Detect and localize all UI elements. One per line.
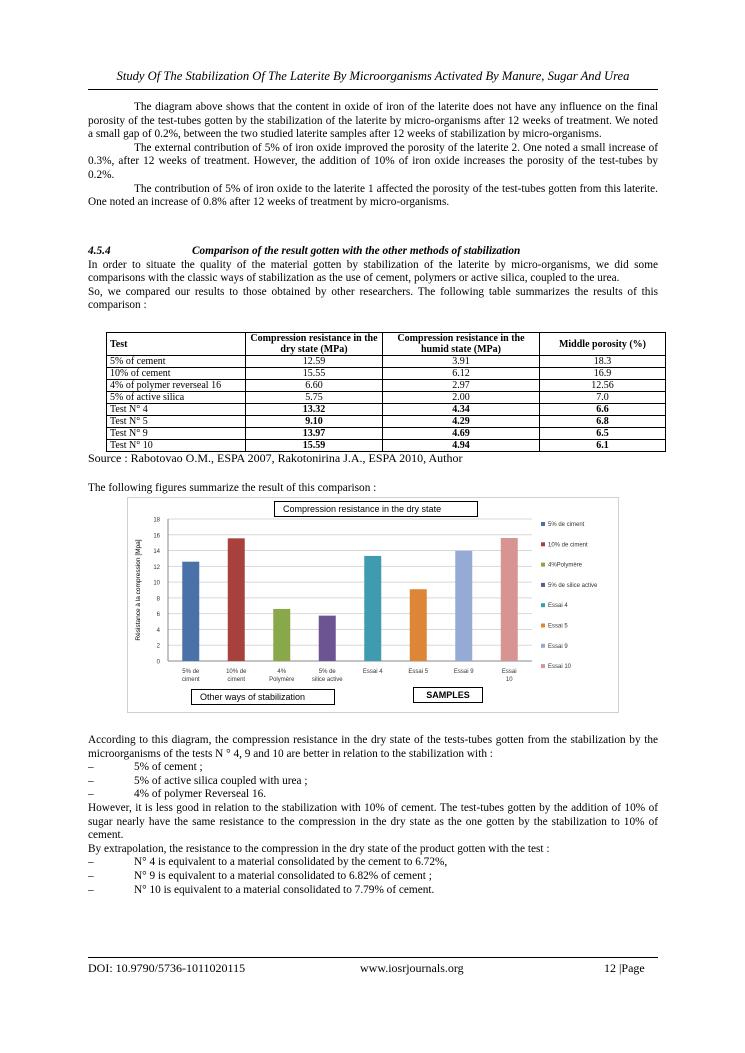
x-tick-label: ciment: [181, 677, 200, 683]
table-cell: 4.69: [383, 428, 540, 440]
table-cell: 6.1: [540, 440, 666, 452]
legend-label: Essai 4: [548, 603, 568, 610]
comparison-table: [106, 332, 666, 452]
footer-page: 12 |Page: [604, 961, 645, 975]
legend-label: Essai 9: [548, 643, 568, 650]
y-tick-label: 16: [153, 533, 160, 540]
dash-bullet: –: [88, 883, 94, 896]
chart-title: Compression resistance in the dry state: [274, 501, 478, 517]
y-tick-label: 10: [153, 580, 160, 587]
table-cell: 6.5: [540, 428, 666, 440]
y-axis-label: Résistance à la compression [Mpa]: [135, 539, 142, 641]
footer-doi: DOI: 10.9790/5736-1011020115: [88, 961, 246, 975]
x-tick-label: Essai: [501, 669, 517, 675]
list-item-text: N° 4 is equivalent to a material consolidated by the cement to 6.72%,: [134, 856, 448, 869]
x-tick-label: Polymère: [269, 677, 295, 683]
paragraph: The diagram above shows that the content in oxide of iron of the laterite does not have any influence on the final porosity of the test-tubes gotten by the stabilization of the laterite by micro-organisms after 12 weeks of treatment. We noted a small gap of 0.2%, between the two studied laterite samples after 12 weeks of stabilization by micro-organisms.: [88, 101, 658, 141]
x-tick-label: 4%: [277, 669, 287, 675]
table-cell: 9.10: [246, 416, 383, 428]
table-cell: 4.34: [383, 404, 540, 416]
x-tick-label: 5% de: [318, 669, 336, 675]
header-rule: [88, 89, 658, 90]
header-cell: Test: [107, 333, 246, 356]
table-cell: 15.55: [246, 368, 383, 380]
chart-svg: [128, 498, 618, 712]
section-number: 4.5.4: [88, 245, 111, 257]
bar: [182, 562, 199, 661]
list: [88, 856, 658, 897]
table-cell: Test N° 9: [107, 428, 246, 440]
list-item: [88, 775, 658, 789]
legend-swatch: [541, 583, 545, 587]
x-tick-label: 10: [505, 677, 513, 683]
dash-bullet: –: [88, 856, 94, 869]
header-cell: Compression resistance in the humid state (MPa): [383, 333, 540, 356]
table-row: [107, 380, 666, 392]
section-block: [88, 245, 658, 313]
table-cell: Test N° 5: [107, 416, 246, 428]
table-cell: 12.59: [246, 356, 383, 368]
bar: [364, 556, 381, 661]
y-tick-label: 8: [156, 596, 160, 603]
footer-url[interactable]: www.iosrjournals.org: [360, 961, 464, 975]
table-cell: 6.6: [540, 404, 666, 416]
table-cell: 6.8: [540, 416, 666, 428]
legend-swatch: [541, 542, 545, 546]
list-item-text: 4% of polymer Reverseal 16.: [134, 788, 267, 801]
table-cell: 3.91: [383, 356, 540, 368]
table-source: Source : Rabotovao O.M., ESPA 2007, Rakotonirina J.A., ESPA 2010, Author: [88, 451, 463, 465]
header-cell: Middle porosity (%): [540, 333, 666, 356]
table-row: [107, 416, 666, 428]
section-title: Comparison of the result gotten with the other methods of stabilization: [192, 245, 521, 257]
legend-label: 5% de silice active: [548, 582, 598, 589]
table-cell: 12.56: [540, 380, 666, 392]
discussion: [88, 734, 658, 897]
y-tick-label: 18: [153, 517, 160, 524]
legend-label: 4%Polymère: [548, 562, 583, 569]
table-cell: 2.97: [383, 380, 540, 392]
dash-bullet: –: [88, 761, 94, 774]
x-tick-label: ciment: [227, 677, 246, 683]
figures-intro: The following figures summarize the result of this comparison :: [88, 482, 377, 494]
legend-swatch: [541, 522, 545, 526]
legend-label: Essai 10: [548, 664, 572, 671]
x-tick-label: Essai 5: [408, 669, 429, 675]
footer-rule: [88, 957, 658, 958]
bar: [319, 616, 336, 661]
legend-swatch: [541, 603, 545, 607]
legend-label: 10% de ciment: [548, 542, 588, 549]
paragraph: So, we compared our results to those obtained by other researchers. The following table summarizes the results of this comparison :: [88, 285, 658, 312]
bar: [455, 551, 472, 661]
list-item: [88, 788, 658, 802]
table-cell: 2.00: [383, 392, 540, 404]
dash-bullet: –: [88, 869, 94, 882]
x-tick-label: Essai 9: [453, 669, 474, 675]
paragraph: In order to situate the quality of the material gotten by stabilization of the laterite by micro-organisms, we did some comparisons with the classic ways of stabilization as the use of cement, polymers or active silica, coupled to the urea.: [88, 258, 658, 285]
table-cell: Test N° 4: [107, 404, 246, 416]
table-cell: 5% of active silica: [107, 392, 246, 404]
table-row: [107, 368, 666, 380]
dash-bullet: –: [88, 788, 94, 801]
paragraph: However, it is less good in relation to the stabilization with 10% of cement. The test-tubes gotten by the addition of 10% of sugar nearly have the same resistance to the compression in the dry state as the one gotten by the stabilization to 10% of cement.: [88, 801, 658, 842]
dash-bullet: –: [88, 774, 94, 787]
table-cell: 4% of polymer reverseal 16: [107, 380, 246, 392]
bar: [501, 538, 518, 661]
running-header: Study Of The Stabilization Of The Laterite By Microorganisms Activated By Manure, Sugar And Urea: [116, 69, 630, 83]
legend-swatch: [541, 624, 545, 628]
table-cell: 6.12: [383, 368, 540, 380]
table-row: [107, 356, 666, 368]
table-cell: 5.75: [246, 392, 383, 404]
table-cell: 6.60: [246, 380, 383, 392]
table-row: [107, 392, 666, 404]
table-row: [107, 428, 666, 440]
x-tick-label: Essai 4: [362, 669, 383, 675]
header-cell: Compression resistance in the dry state (MPa): [246, 333, 383, 356]
legend-label: 5% de ciment: [548, 522, 585, 528]
x-tick-label: 10% de: [226, 669, 247, 675]
table-cell: 13.97: [246, 428, 383, 440]
y-tick-label: 12: [153, 564, 160, 571]
table-cell: 13.32: [246, 404, 383, 416]
table-cell: 4.29: [383, 416, 540, 428]
table-cell: 10% of cement: [107, 368, 246, 380]
table-cell: 18.3: [540, 356, 666, 368]
list-item-text: 5% of cement ;: [134, 761, 203, 774]
list-item: [88, 870, 658, 884]
bar: [410, 589, 427, 661]
group-label: Other ways of stabilization: [191, 689, 335, 705]
y-tick-label: 4: [156, 627, 160, 634]
legend-label: Essai 5: [548, 623, 568, 630]
section-heading: [88, 245, 658, 259]
paragraph: The contribution of 5% of iron oxide to the laterite 1 affected the porosity of the test-tubes gotten from this laterite. One noted an increase of 0.8% after 12 weeks of treatment by micro-organisms.: [88, 182, 658, 209]
paragraph: The external contribution of 5% of iron oxide improved the porosity of the laterite 2. One noted a small increase of 0.3%, after 12 weeks of treatment. However, the addition of 10% of iron oxide increases the porosity of the test-tubes by 0.2%.: [88, 141, 658, 181]
bar-chart: [127, 497, 619, 713]
intro-text: [88, 101, 658, 210]
table-cell: 5% of cement: [107, 356, 246, 368]
legend-swatch: [541, 644, 545, 648]
x-axis-label: SAMPLES: [413, 687, 483, 703]
paragraph: According to this diagram, the compression resistance in the dry state of the tests-tubes gotten from the stabilization by the microorganisms of the tests N ° 4, 9 and 10 are better in relation to the stabilization with :: [88, 734, 658, 760]
bar: [273, 609, 290, 661]
list-item-text: N° 9 is equivalent to a material consolidated to 6.82% of cement ;: [134, 869, 432, 882]
legend-swatch: [541, 664, 545, 668]
paragraph: By extrapolation, the resistance to the compression in the dry state of the product gotten with the test :: [88, 842, 550, 855]
table-cell: 4.94: [383, 440, 540, 452]
y-tick-label: 14: [153, 549, 160, 556]
bar: [228, 538, 245, 661]
y-tick-label: 2: [156, 643, 160, 650]
table-cell: Test N° 10: [107, 440, 246, 452]
table-cell: 15.59: [246, 440, 383, 452]
table-row: [107, 404, 666, 416]
table-cell: 16.9: [540, 368, 666, 380]
y-tick-label: 0: [156, 659, 160, 666]
list-item: [88, 856, 658, 870]
list-item-text: N° 10 is equivalent to a material consolidated to 7.79% of cement.: [134, 883, 435, 896]
x-tick-label: 5% de: [182, 669, 200, 675]
list-item-text: 5% of active silica coupled with urea ;: [134, 774, 308, 787]
x-tick-label: silice active: [311, 677, 343, 683]
table-row: [107, 440, 666, 452]
list-item: [88, 761, 658, 775]
list-item: [88, 884, 658, 898]
list: [88, 761, 658, 802]
legend-swatch: [541, 563, 545, 567]
y-tick-label: 6: [156, 612, 160, 619]
table-header-row: [107, 333, 666, 356]
table-cell: 7.0: [540, 392, 666, 404]
